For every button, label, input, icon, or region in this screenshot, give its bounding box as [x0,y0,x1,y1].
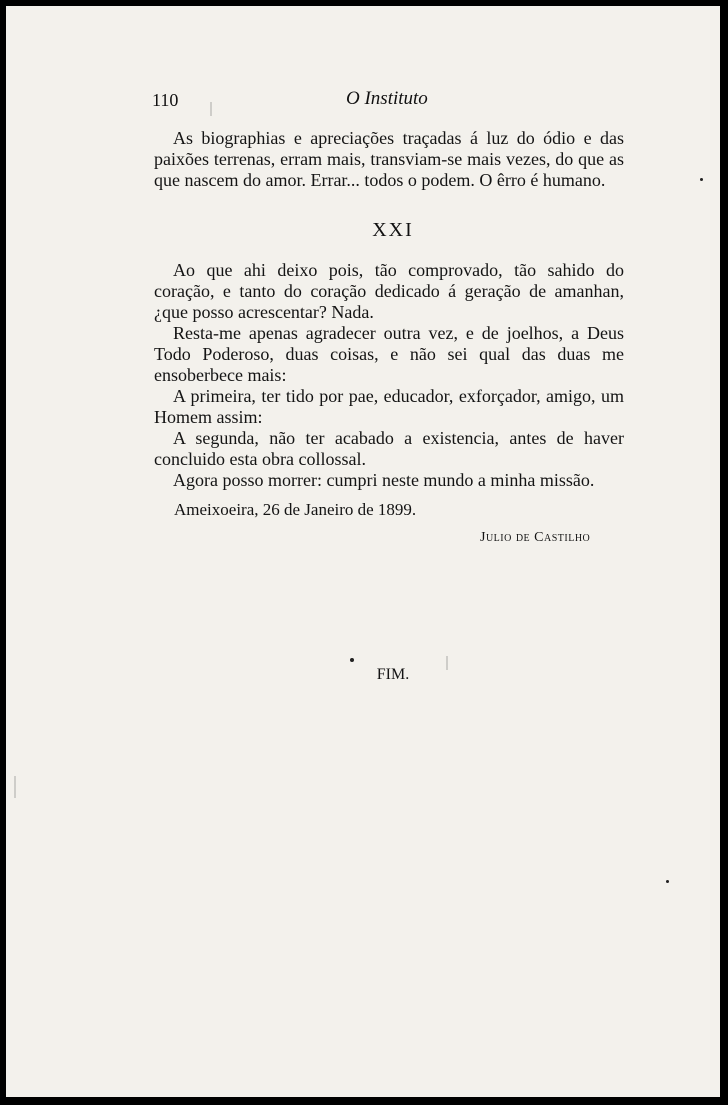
paragraph-1: Ao que ahi deixo pois, tão comprovado, tão sahido do coração, e tanto do coração dedicado á geração de amanhan, ¿que posso acrescentar? Nada. [154,260,624,322]
page-number: 110 [152,90,179,110]
section-text-block [154,260,624,491]
author-signature: Julio de Castilho [480,530,591,545]
scan-speck [666,880,669,883]
scan-speck [350,658,354,662]
intro-text-block [154,128,624,191]
running-title: O Instituto [346,88,428,109]
scan-mark [446,656,448,670]
paragraph-5: Agora posso morrer: cumpri neste mundo a minha missão. [173,470,595,490]
scan-speck [700,178,703,181]
paragraph-4: A segunda, não ter acabado a existencia, antes de haver concluido esta obra collossal. [154,428,624,469]
section-heading: XXI [372,219,414,241]
paragraph-3: A primeira, ter tido por pae, educador, exforçador, amigo, um Homem assim: [154,386,624,427]
book-page [6,6,720,1097]
dateline: Ameixoeira, 26 de Janeiro de 1899. [174,500,417,519]
scan-mark [210,102,212,116]
page-header [6,86,720,116]
scan-mark [14,776,16,798]
paragraph-2: Resta-me apenas agradecer outra vez, e de joelhos, a Deus Todo Poderoso, duas coisas, e não sei qual das duas me ensoberbece mais: [154,323,624,385]
end-mark: FIM. [376,666,410,683]
intro-paragraph: As biographias e apreciações traçadas á luz do ódio e das paixões terrenas, erram mais, transviam-se mais vezes, do que as que nascem do amor. Errar... todos o podem. O êrro é humano. [154,128,624,190]
